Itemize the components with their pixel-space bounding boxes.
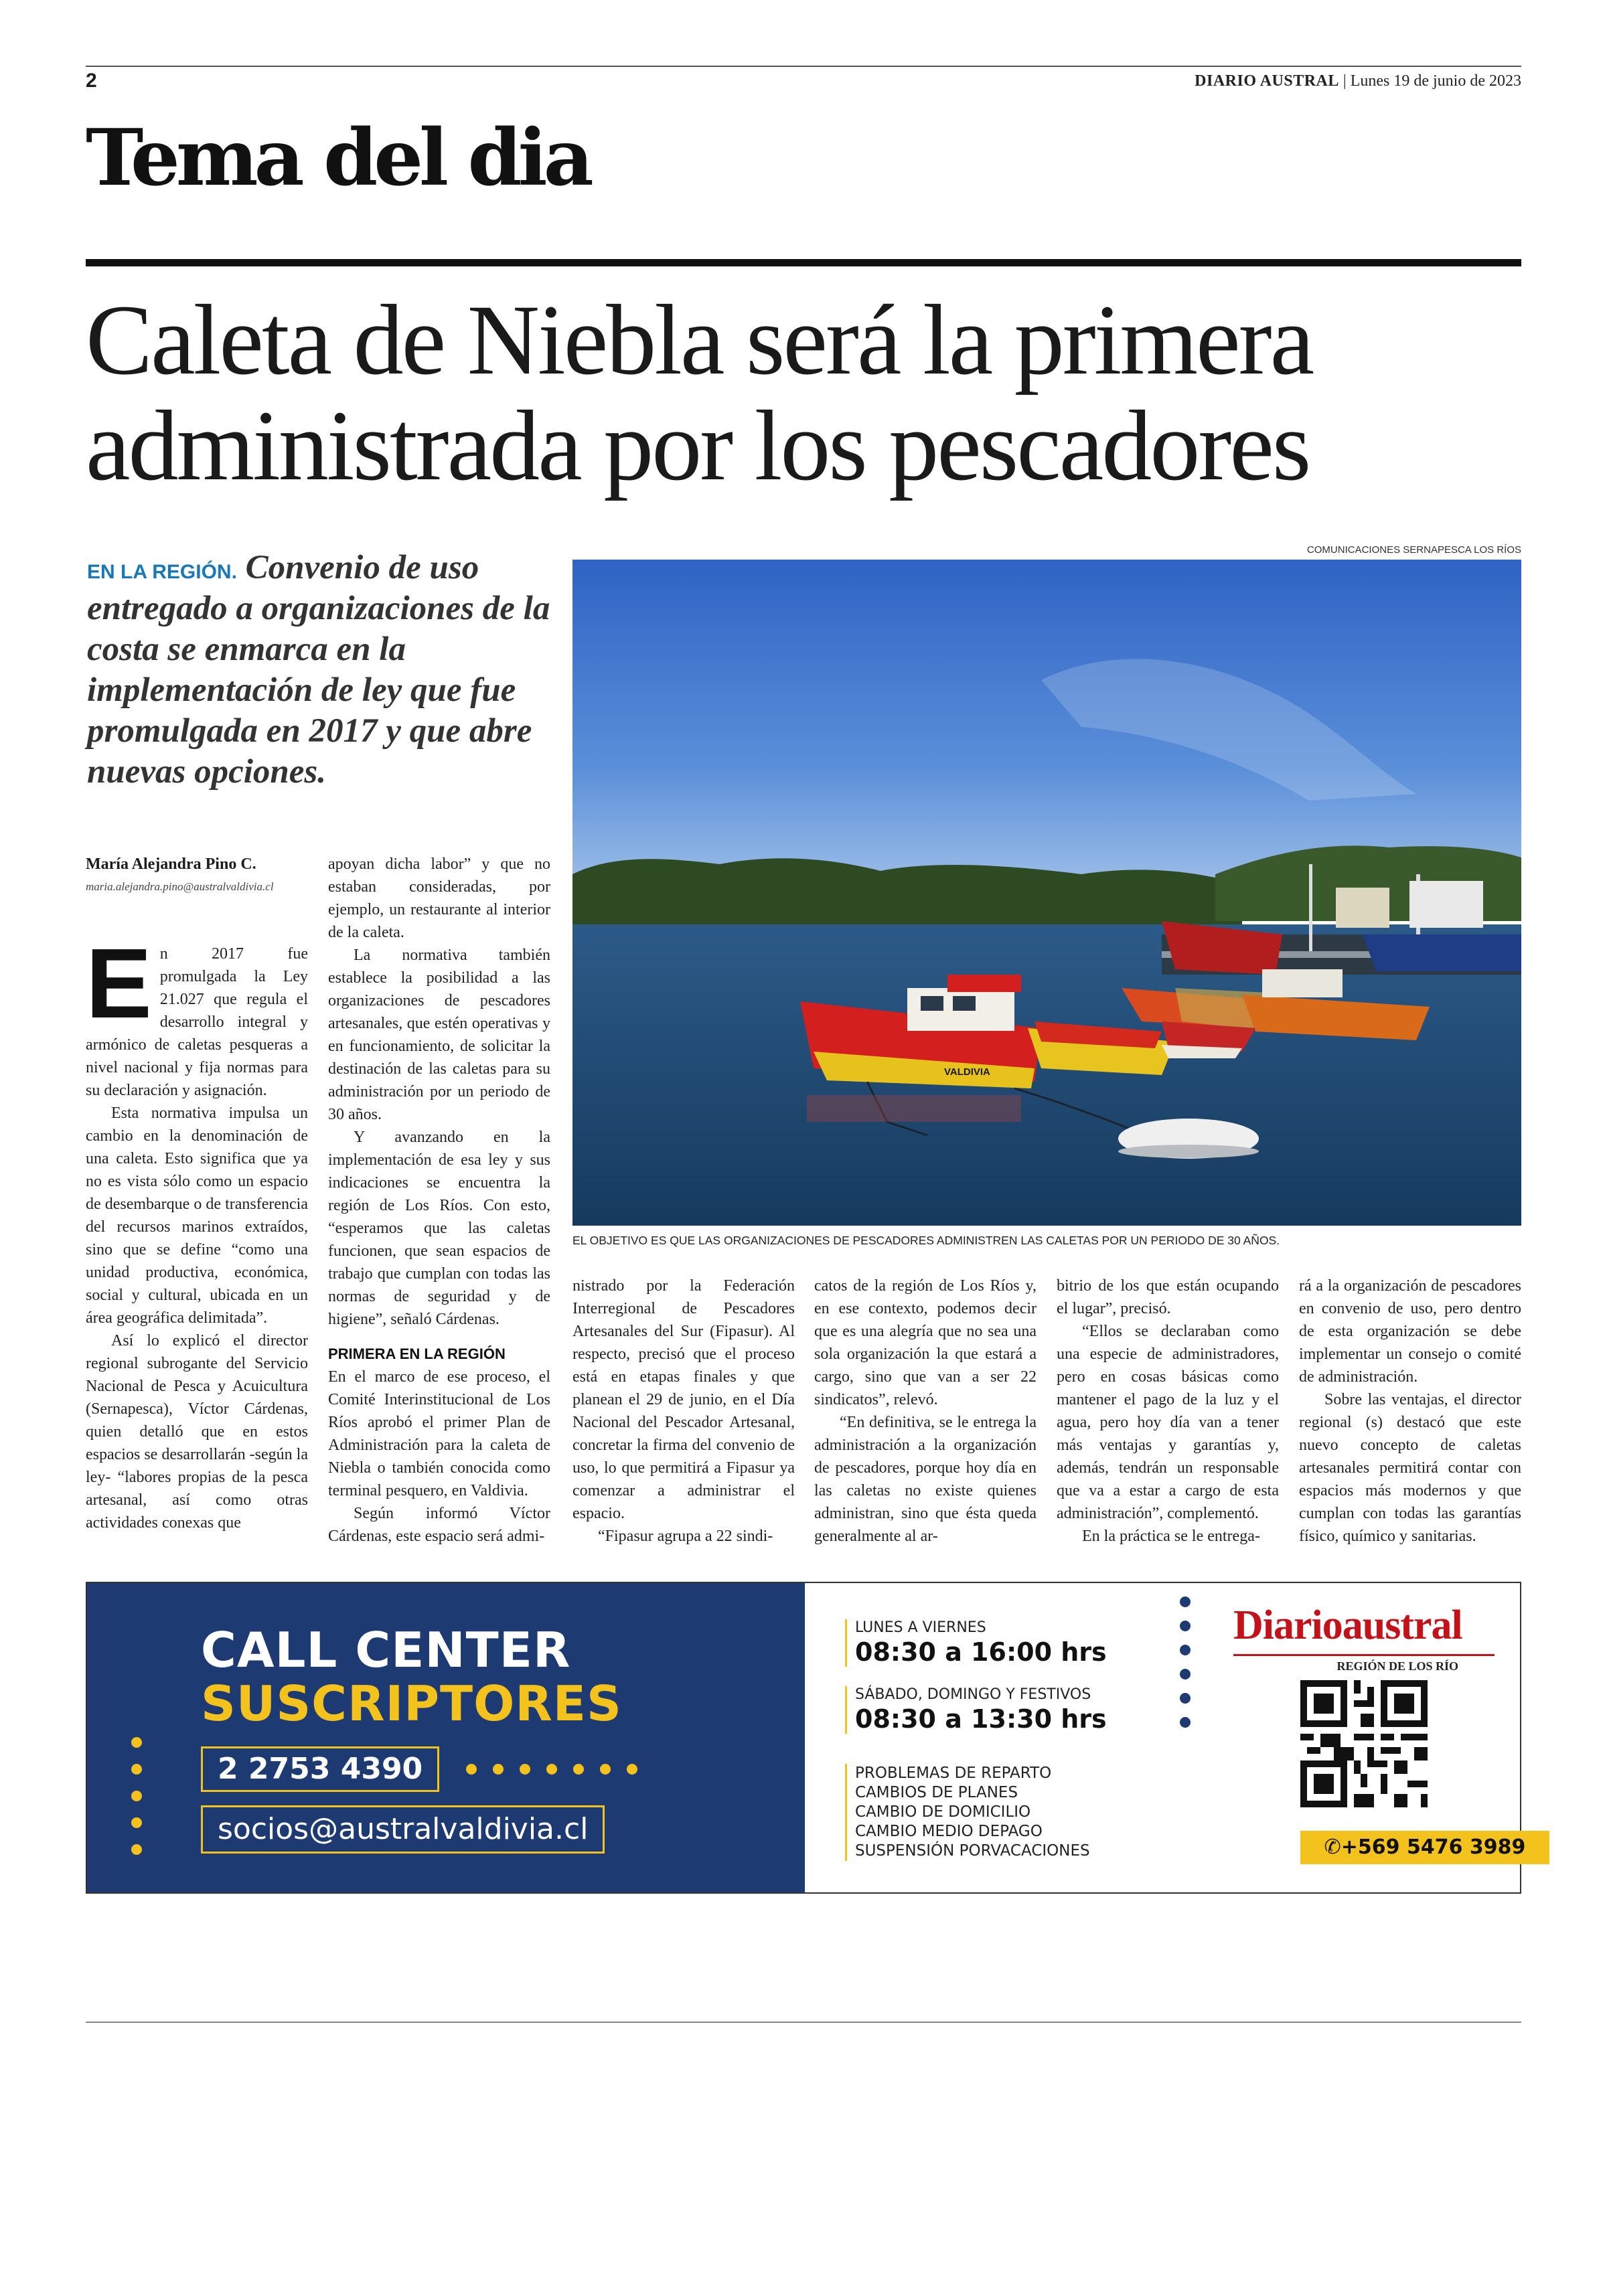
- whatsapp-number: +569 5476 3989: [1341, 1835, 1526, 1859]
- article-column-4: [814, 1275, 1037, 1546]
- top-rule: [86, 66, 1521, 67]
- qr-code-icon[interactable]: [1300, 1680, 1428, 1807]
- ad-schedule-panel: [805, 1583, 1180, 1892]
- harbor-photo: [572, 560, 1521, 1226]
- masthead-separator: |: [1343, 72, 1347, 90]
- paragraph: bitrio de los que están ocupando el lugar”, precisó.: [1057, 1277, 1279, 1317]
- weekday-label: LUNES A VIERNES: [855, 1619, 986, 1636]
- yellow-dot-icon: [131, 1844, 142, 1855]
- weekend-label: SÁBADO, DOMINGO Y FESTIVOS: [855, 1686, 1091, 1703]
- section-title: Tema del dia: [86, 112, 590, 203]
- support-topics: [845, 1764, 1090, 1861]
- paragraph: apoyan dicha labor” y que no estaban consideradas, por ejemplo, un restaurante al interior de la caleta.: [328, 855, 550, 941]
- whatsapp-badge[interactable]: ✆+569 5476 3989: [1300, 1831, 1549, 1864]
- support-topic: CAMBIO MEDIO DEPAGO: [855, 1823, 1043, 1840]
- logo-rule: [1233, 1654, 1495, 1656]
- support-topic: CAMBIOS DE PLANES: [855, 1784, 1018, 1801]
- page-number: 2: [86, 70, 97, 92]
- yellow-dot-icon: [627, 1764, 637, 1775]
- article-column-3: [572, 1275, 795, 1546]
- navy-dot-icon: [1180, 1717, 1191, 1728]
- ad-email-address[interactable]: socios@australvaldivia.cl: [201, 1805, 605, 1854]
- drop-cap: E: [86, 942, 152, 1039]
- paragraph: En el marco de ese proceso, el Comité Interinstitucional de Los Ríos aprobó el primer Plan de Administración para la caleta de Niebla o también conocida como terminal pesquero, en Valdivia.: [328, 1368, 550, 1499]
- masthead-info: [1195, 72, 1521, 90]
- paragraph: rá a la organización de pescadores en convenio de uso, pero dentro de esta organización se debe implementar un consejo o comité de administración.: [1299, 1277, 1521, 1386]
- article-lead: [87, 548, 556, 793]
- yellow-dot-icon: [493, 1764, 504, 1775]
- author-email: maria.alejandra.pino@australvaldivia.cl: [86, 880, 274, 893]
- yellow-dot-icon: [131, 1764, 142, 1775]
- yellow-dot-icon: [466, 1764, 477, 1775]
- section-rule: [86, 259, 1521, 266]
- paragraph: “Ellos se declaraban como una especie de administradores, pero en cosas básicas como mantener el pago de la luz y el agua, pero hoy día van a tener más ventajas y garantías y, además, tendrán un responsable que va a estar a cargo de esta administración”, complementó.: [1057, 1323, 1279, 1522]
- logo-part-1: Diario: [1233, 1603, 1343, 1648]
- ad-left-panel: [87, 1583, 805, 1892]
- lead-text: Convenio de uso entregado a organizaciones de la costa se enmarca en la implementación de ley que fue promulgada en 2017 y que abre nuevas opciones.: [87, 549, 550, 791]
- article-column-2: [328, 853, 550, 1546]
- navy-dot-icon: [1180, 1693, 1191, 1704]
- byline: [86, 855, 313, 894]
- logo-part-2: austral: [1342, 1603, 1462, 1648]
- ad-phone-number[interactable]: 2 2753 4390: [201, 1746, 439, 1792]
- paragraph: catos de la región de Los Ríos y, en ese contexto, podemos decir que es una alegría que no sea una sola organización la que estará a cargo, sino que van a ser 22 sindicatos”, relevó.: [814, 1277, 1037, 1408]
- ad-title: CALL CENTER: [201, 1622, 571, 1678]
- ad-subtitle: SUSCRIPTORES: [201, 1675, 622, 1732]
- yellow-dot-icon: [573, 1764, 584, 1775]
- diario-austral-logo: [1233, 1602, 1462, 1649]
- ad-brand-panel: [1180, 1583, 1526, 1892]
- paragraph: Sobre las ventajas, el director regional (s) destacó que este nuevo concepto de caletas artesanales permitirá contar con espacios más modernos y que cumplan con todas las garantías físico, químico y sanitarias.: [1299, 1391, 1521, 1545]
- navy-dot-icon: [1180, 1596, 1191, 1607]
- author-name: María Alejandra Pino C.: [86, 855, 256, 873]
- article-column-1: [86, 942, 308, 1546]
- paper-name: DIARIO AUSTRAL: [1195, 72, 1339, 90]
- paragraph: n 2017 fue promulgada la Ley 21.027 que regula el desarrollo integral y armónico de caletas pesqueras a nivel nacional y fija normas para su declaración y asignación.: [86, 945, 308, 1099]
- weekday-hours: 08:30 a 16:00 hrs: [855, 1637, 1107, 1667]
- subheading: PRIMERA EN LA REGIÓN: [328, 1345, 506, 1362]
- support-topic: PROBLEMAS DE REPARTO: [855, 1765, 1052, 1782]
- yellow-dot-icon: [131, 1817, 142, 1828]
- yellow-dot-icon: [131, 1737, 142, 1748]
- paragraph: “En definitiva, se le entrega la administración a la organización de pescadores, porque hoy día en las caletas no existe quienes administran, sino que ésta queda generalmente al ar-: [814, 1414, 1037, 1545]
- logo-region: REGIÓN DE LOS RÍO: [1336, 1659, 1458, 1673]
- paragraph: Y avanzando en la implementación de esa ley y sus indicaciones se encuentra la región de Los Ríos. Con esto, “esperamos que las caletas funcionen, que sean espacios de trabajo que cumplan con todas las normas de seguridad y de higiene”, señaló Cárdenas.: [328, 1129, 550, 1328]
- weekend-schedule: [845, 1686, 1107, 1734]
- paragraph: En la práctica se le entrega-: [1082, 1528, 1260, 1545]
- photo-credit: COMUNICACIONES SERNAPESCA LOS RÍOS: [1306, 544, 1521, 556]
- weekday-schedule: [845, 1619, 1107, 1667]
- paragraph: Así lo explicó el director regional subrogante del Servicio Nacional de Pesca y Acuicultura (Sernapesca), Víctor Cárdenas, quien detalló que en estos espacios se desarrollarán -según la ley- “labores propias de la pesca artesanal, así como otras actividades conexas que: [86, 1332, 308, 1532]
- support-topic: SUSPENSIÓN PORVACACIONES: [855, 1842, 1090, 1860]
- navy-dot-icon: [1180, 1645, 1191, 1655]
- call-center-ad: [86, 1582, 1526, 1894]
- article-column-5: [1057, 1275, 1279, 1546]
- article-column-6: [1299, 1275, 1521, 1546]
- lead-kicker: EN LA REGIÓN.: [87, 561, 237, 583]
- photo-caption: EL OBJETIVO ES QUE LAS ORGANIZACIONES DE PESCADORES ADMINISTREN LAS CALETAS POR UN PERIODO DE 30 AÑOS.: [572, 1234, 1280, 1247]
- yellow-dot-icon: [520, 1764, 530, 1775]
- yellow-dot-icon: [131, 1791, 142, 1801]
- paragraph: nistrado por la Federación Interregional de Pescadores Artesanales del Sur (Fipasur). Al respecto, precisó que el proceso está en etapas finales y que planean el 29 de junio, en el Día Nacional del Pescador Artesanal, concretar la firma del convenio de uso, lo que permitirá a Fipasur ya comenzar a administrar el espacio.: [572, 1277, 795, 1522]
- issue-date: Lunes 19 de junio de 2023: [1350, 72, 1521, 90]
- yellow-dot-icon: [546, 1764, 557, 1775]
- paragraph: La normativa también establece la posibilidad a las organizaciones de pescadores artesanales, que estén operativas y en funcionamiento, de solicitar la destinación de las caletas para su administración por un periodo de 30 años.: [328, 947, 550, 1123]
- weekend-hours: 08:30 a 13:30 hrs: [855, 1704, 1107, 1734]
- support-topic: CAMBIO DE DOMICILIO: [855, 1803, 1031, 1821]
- navy-dot-icon: [1180, 1621, 1191, 1631]
- paragraph: Esta normativa impulsa un cambio en la denominación de una caleta. Esto significa que ya no es vista sólo como un espacio de desembarque o de transferencia del recursos marinos extraídos, sino que se define “como una unidad productiva, económica, social y cultural, ubicada en un área geográfica delimitada”.: [86, 1104, 308, 1327]
- bottom-rule: [86, 2022, 1521, 2023]
- paragraph: Según informó Víctor Cárdenas, este espacio será admi-: [328, 1505, 550, 1545]
- paragraph: “Fipasur agrupa a 22 sindi-: [598, 1528, 773, 1545]
- navy-dot-icon: [1180, 1669, 1191, 1679]
- article-headline: Caleta de Niebla será la primera administrada por los pescadores: [86, 284, 1313, 501]
- boat-name-label: VALDIVIA: [944, 1066, 990, 1078]
- yellow-dot-icon: [600, 1764, 611, 1775]
